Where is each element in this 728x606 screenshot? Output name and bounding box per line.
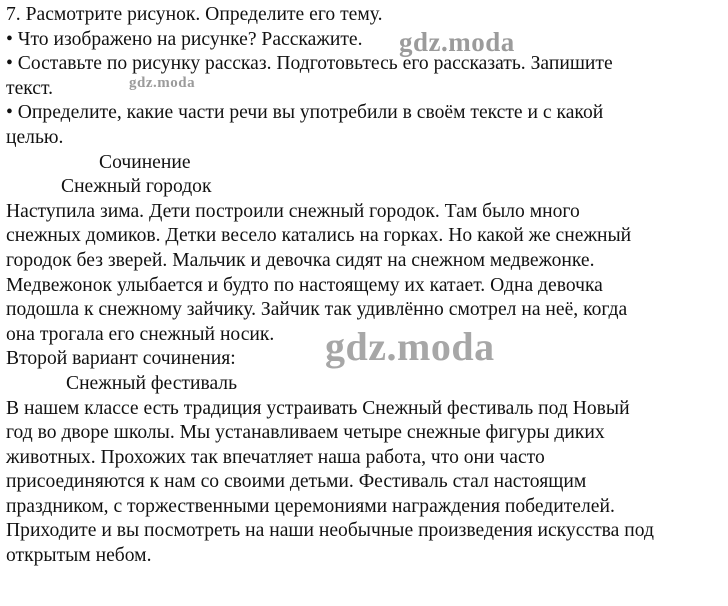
essay2-title: Снежный фестиваль (66, 372, 238, 394)
task-bullet-1: • Что изображено на рисунке? Расскажите. (6, 28, 363, 50)
task-bullet-2-cont: текст. (6, 77, 53, 99)
essay1-line: Наступила зима. Дети построили снежный городок. Там было много (6, 200, 580, 222)
essay1-line: Медвежонок улыбается и будто по настоящему их катает. Одна девочка (6, 274, 603, 296)
essay2-line: праздником, с торжественными церемониями награждения победителей. (6, 495, 615, 517)
document-page (6, 3, 726, 569)
watermark-large: gdz.moda (325, 324, 495, 369)
essay2-line: животных. Прохожих так впечатляет наша работа, что они часто (6, 446, 545, 468)
essay1-line: снежных домиков. Детки весело катались на горках. Но какой же снежный (6, 225, 632, 247)
task-bullet-3-cont: целью. (6, 126, 64, 148)
essay2-line: присоединяются к нам со своими детьми. Фестиваль стал настоящим (6, 471, 587, 493)
essay1-line: она трогала его снежный носик. (6, 323, 275, 345)
watermark-top: gdz.moda (399, 27, 515, 57)
essay2-line: Приходите и вы посмотреть на наши необычные произведения искусства под (6, 520, 654, 542)
essay-heading: Сочинение (99, 151, 191, 173)
essay1-title: Снежный городок (61, 176, 212, 198)
essay1-line: подошла к снежному зайчику. Зайчик так удивлённо смотрел на неё, когда (6, 299, 628, 321)
essay2-line: В нашем классе есть традиция устраивать Снежный фестиваль под Новый (6, 397, 630, 419)
essay1-line: городок без зверей. Мальчик и девочка сидят на снежном медвежонке. (6, 249, 595, 271)
essay2-line: открытым небом. (6, 545, 152, 567)
essay2-line: год во дворе школы. Мы устанавливаем четыре снежные фигуры диких (6, 422, 605, 444)
task-bullet-2: • Составьте по рисунку рассказ. Подготовьтесь его рассказать. Запишите (6, 53, 613, 75)
essay2-intro: Второй вариант сочинения: (6, 348, 236, 370)
task-bullet-3: • Определите, какие части речи вы употребили в своём тексте и с какой (6, 102, 604, 124)
task-title: 7. Расмотрите рисунок. Определите его тему. (6, 4, 383, 25)
watermark-small: gdz.moda (129, 75, 196, 91)
